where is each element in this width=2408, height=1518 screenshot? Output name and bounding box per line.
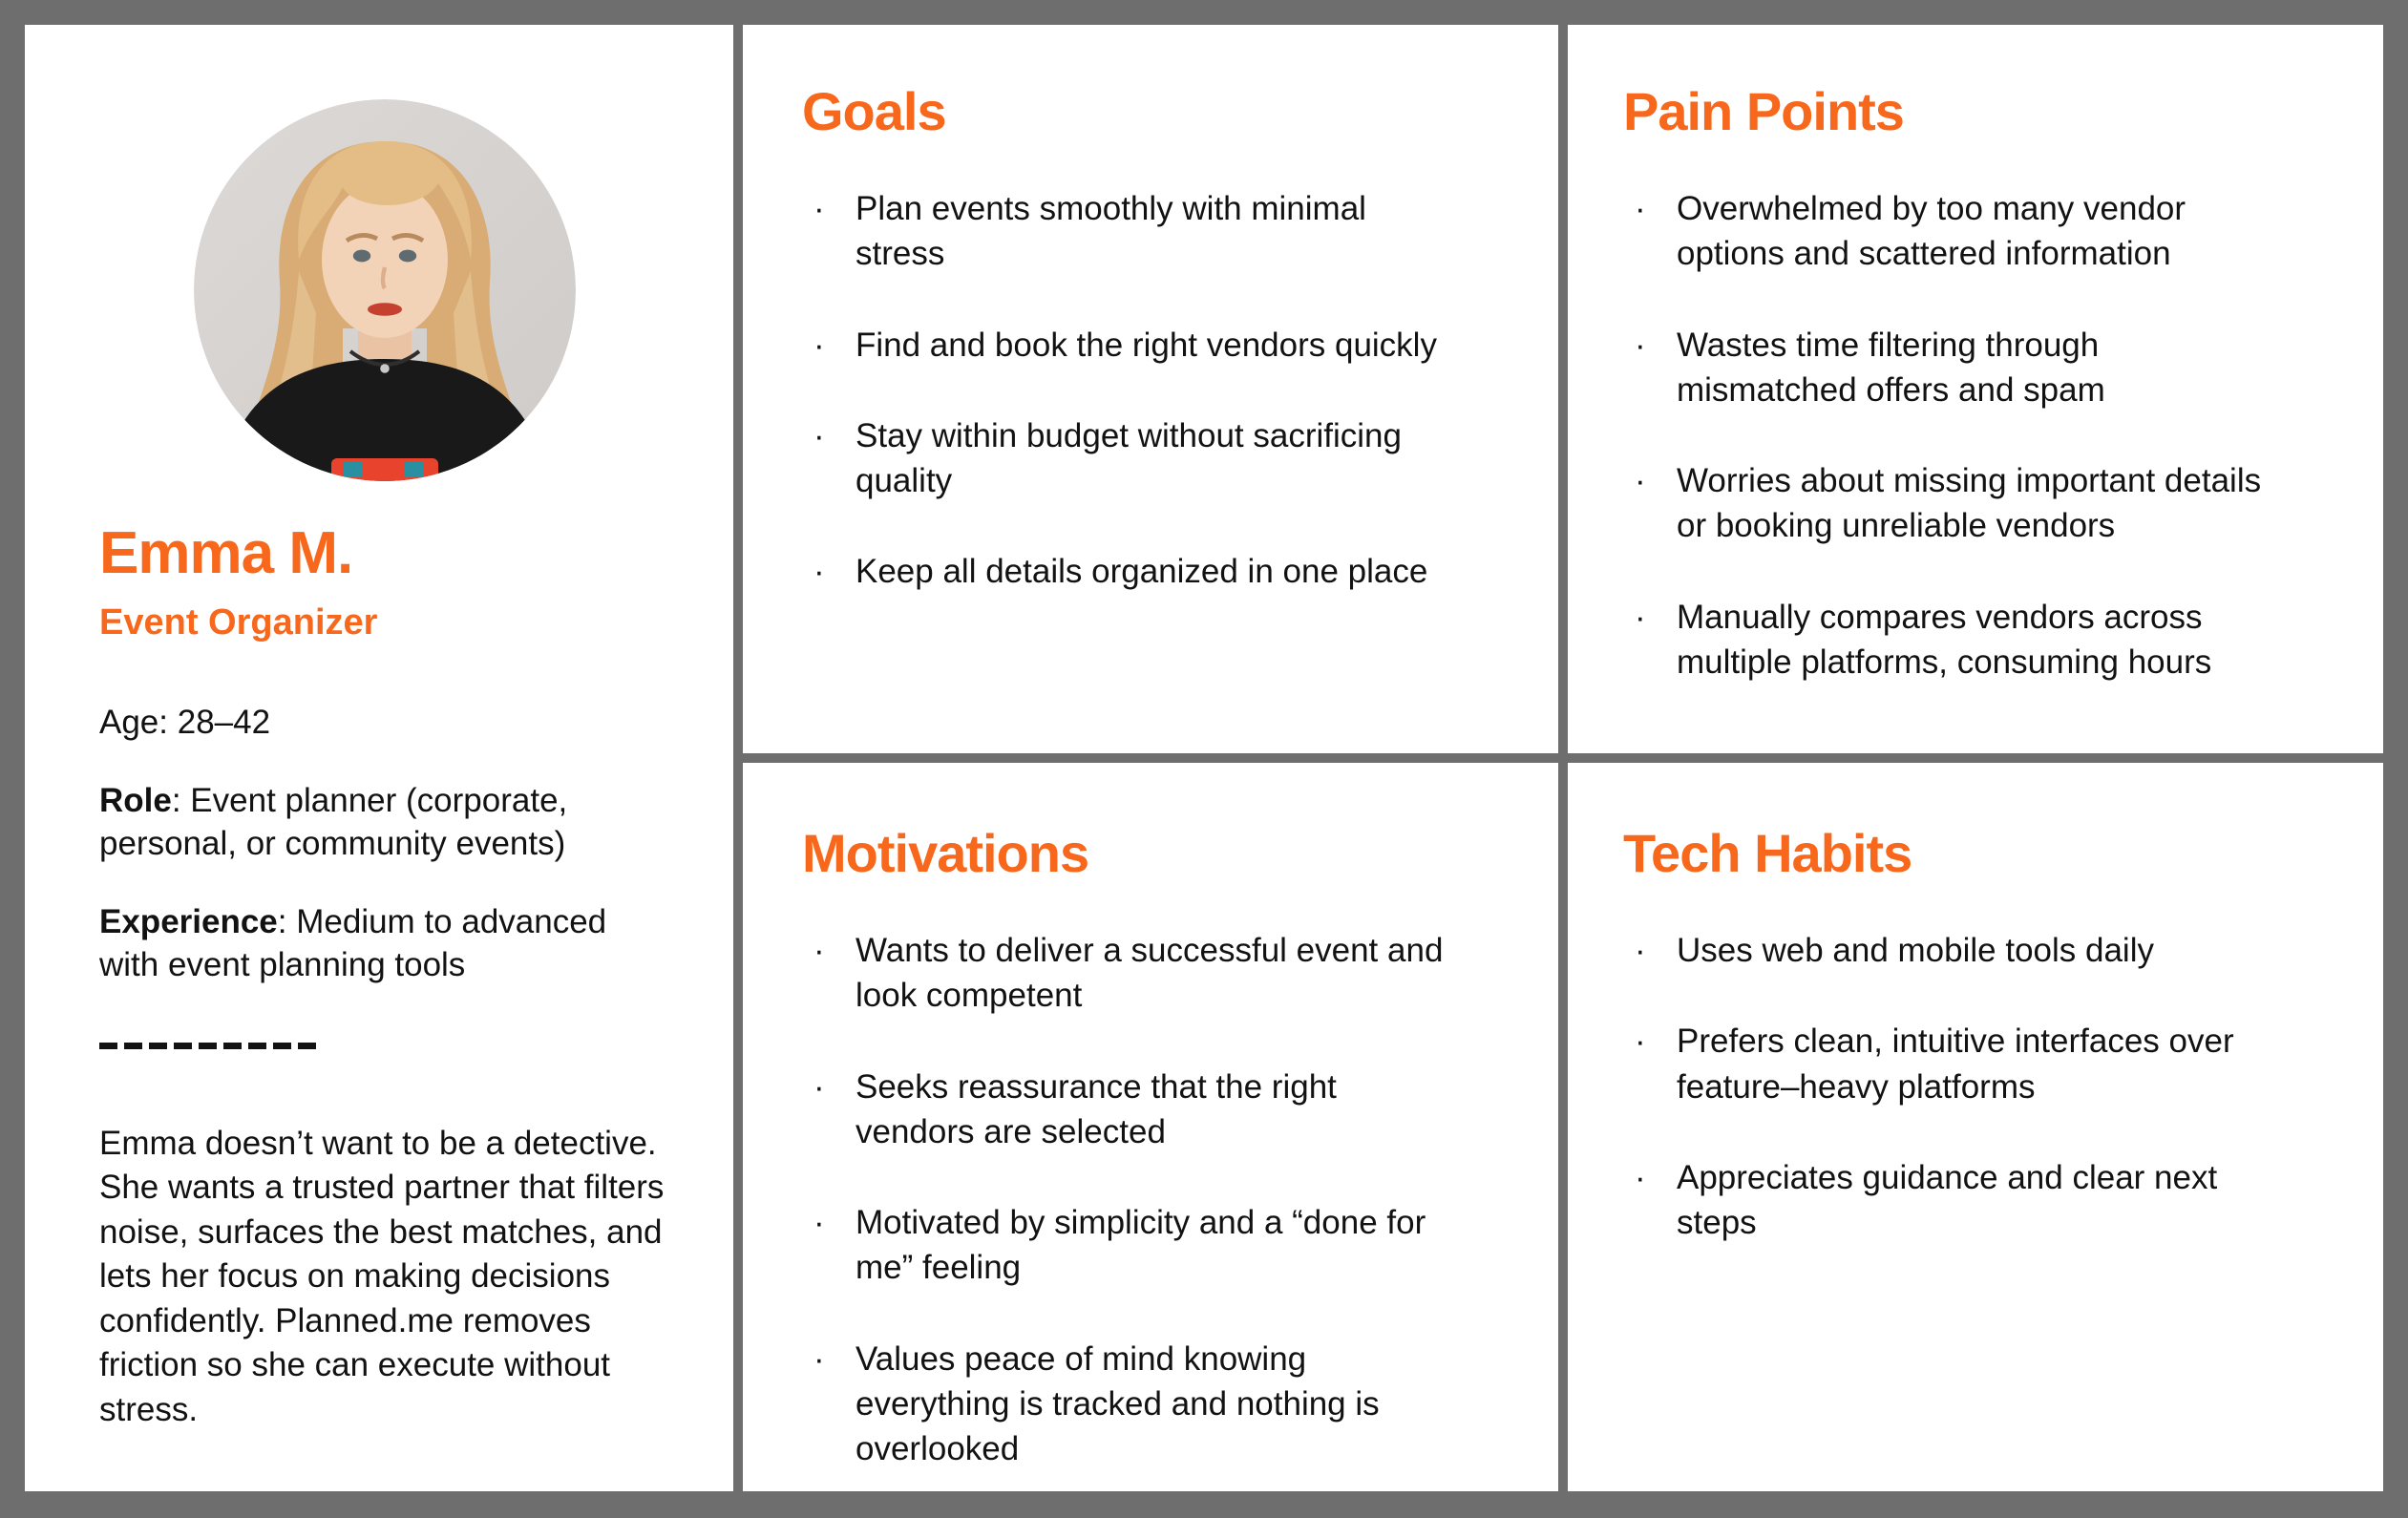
bullet-item: · Motivated by simplicity and a “done for me” feeling xyxy=(802,1200,1461,1291)
tech-habits-list xyxy=(1623,928,2345,1245)
bullet-item: · Values peace of mind knowing everything is tracked and nothing is overlooked xyxy=(802,1337,1461,1472)
motivations-heading: Motivations xyxy=(802,823,1089,883)
bullet-item: · Seeks reassurance that the right vendors are selected xyxy=(802,1065,1461,1155)
profile-card xyxy=(25,25,733,1491)
tech-habits-heading: Tech Habits xyxy=(1623,823,1912,883)
bullet-item: · Plan events smoothly with minimal stress xyxy=(802,186,1461,277)
bullet-item: · Uses web and mobile tools daily xyxy=(1623,928,2282,973)
age-field: Age: 28–42 xyxy=(99,704,271,741)
experience-label: Experience xyxy=(99,902,278,940)
avatar xyxy=(194,99,576,481)
goals-panel xyxy=(743,25,1558,753)
motivations-list xyxy=(802,928,1520,1471)
bullet-item: · Worries about missing important details or booking unreliable vendors xyxy=(1623,458,2282,549)
goals-list xyxy=(802,186,1520,595)
bullet-item: · Find and book the right vendors quickly xyxy=(802,323,1461,368)
experience-text: : Medium to advanced with event planning tools xyxy=(99,902,607,983)
bullet-item: · Wastes time filtering through mismatched offers and spam xyxy=(1623,323,2282,413)
bullet-item: · Stay within budget without sacrificing quality xyxy=(802,413,1461,504)
tech-habits-panel xyxy=(1568,763,2383,1491)
motivations-panel xyxy=(743,763,1558,1491)
person-name: Emma M. xyxy=(99,520,353,586)
bullet-item: · Appreciates guidance and clear next steps xyxy=(1623,1155,2282,1246)
role-field xyxy=(99,779,667,866)
bullet-item: · Overwhelmed by too many vendor options and scattered information xyxy=(1623,186,2282,277)
role-label: Role xyxy=(99,781,172,819)
bullet-item: · Prefers clean, intuitive interfaces over feature–heavy platforms xyxy=(1623,1019,2282,1109)
pain-points-panel xyxy=(1568,25,2383,753)
bullet-item: · Keep all details organized in one place xyxy=(802,549,1461,594)
goals-heading: Goals xyxy=(802,81,946,141)
person-title: Event Organizer xyxy=(99,602,378,643)
pain-points-list xyxy=(1623,186,2345,685)
avatar-illustration xyxy=(194,99,576,481)
bio-paragraph: Emma doesn’t want to be a detective. She wants a trusted partner that filters noise, surfaces the best matches, and lets her focus on making decisions confidently. Planned.me removes friction so she can execute without stress. xyxy=(99,1124,665,1428)
bullet-item: · Wants to deliver a successful event and look competent xyxy=(802,928,1461,1019)
role-text: : Event planner (corporate, personal, or community events) xyxy=(99,781,568,862)
experience-field xyxy=(99,900,667,987)
pain-points-heading: Pain Points xyxy=(1623,81,1904,141)
bullet-item: · Manually compares vendors across multiple platforms, consuming hours xyxy=(1623,595,2282,685)
dashed-divider xyxy=(99,1043,322,1049)
